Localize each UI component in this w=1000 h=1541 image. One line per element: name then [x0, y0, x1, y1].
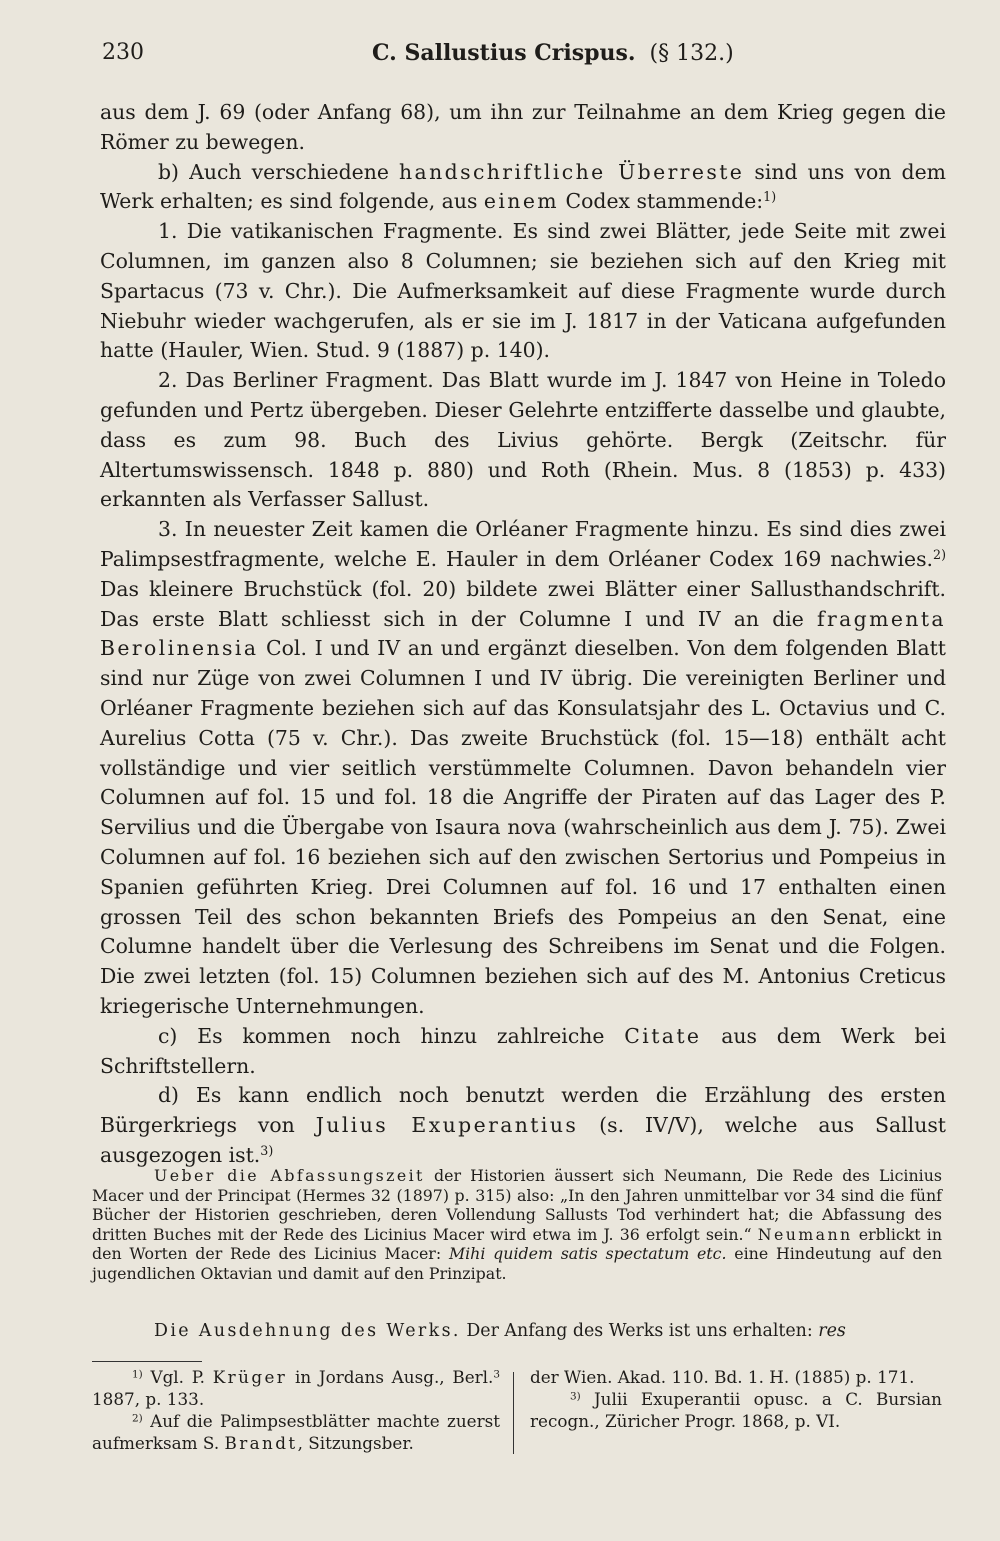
- text-run: Vgl. P.: [142, 1367, 213, 1387]
- note-abfassungszeit: [92, 1166, 942, 1284]
- spaced-term: einem: [483, 189, 560, 214]
- note-ausdehnung: [92, 1320, 942, 1342]
- text-run: Codex stammende:: [559, 189, 764, 214]
- italic-word: res: [818, 1321, 846, 1341]
- footnote-1: [92, 1366, 500, 1410]
- text-run: aus dem Werk bei Schriftstellern.: [100, 1023, 946, 1078]
- running-header: [102, 40, 942, 80]
- footnote-ref: 2): [933, 547, 946, 562]
- footnote-ref: 3): [260, 1142, 274, 1158]
- spaced-term: Krüger: [212, 1367, 288, 1387]
- paragraph-2-berlin: 2. Das Berliner Fragment. Das Blatt wurde im J. 1847 von Heine in Toledo gefunden und Pertz übergeben. Dieser Gelehrte entzifferte dasselbe und glaubte, dass es zum 98. Buch des Livius gehörte. Bergk (Zeitschr. für Altertumswissensch. 1848 p. 880) und Roth (Rhein. Mus. 8 (1853) p. 433) erkannten als Verfasser Sallust.: [100, 368, 946, 512]
- footnote-mark: 1): [132, 1368, 143, 1381]
- footnote-2-continued: der Wien. Akad. 110. Bd. 1. H. (1885) p. 171.: [530, 1367, 915, 1387]
- text-run: Das kleinere Bruchstück (fol. 20) bildete zwei Blätter einer Sallusthandschrift. Das erste Blatt schliesst sich in der Columne I und IV an die: [100, 576, 946, 631]
- text-run: , Sitzungsber.: [297, 1433, 414, 1453]
- text-run: d) Es kann endlich noch benutzt werden die Erzählung des ersten Bürgerkriegs von: [100, 1083, 946, 1138]
- running-title: [372, 40, 734, 66]
- text-run: eine Hindeutung auf den jugendlichen Oktavian und damit auf den Prinzipat.: [92, 1244, 942, 1283]
- footnote-mark: 2): [132, 1412, 143, 1425]
- text-run: 3. In neuester Zeit kamen die Orléaner Fragmente hinzu. Es sind dies zwei Palimpsestfragmente, welche E. Hauler in dem Orléaner Codex 169 nachwies.: [100, 517, 946, 571]
- footnotes-left-column: [92, 1366, 500, 1454]
- small-print-note: [92, 1166, 942, 1284]
- spaced-term: Julius Exuperantius: [315, 1113, 579, 1138]
- main-text: [100, 98, 946, 1171]
- paragraph-c: [100, 1022, 946, 1082]
- text-run: in Jordans Ausg., Berl.: [287, 1367, 494, 1387]
- text-run: sind uns von dem Werk erhalten; es sind folgende, aus: [100, 159, 946, 214]
- footnote-mark: 3): [570, 1390, 581, 1403]
- footnote-rule: [92, 1361, 202, 1362]
- paragraph-intro: aus dem J. 69 (oder Anfang 68), um ihn zur Teilnahme an dem Krieg gegen die Römer zu bewegen.: [100, 100, 946, 154]
- footnote-2: [92, 1410, 500, 1454]
- spaced-term: fragmenta Berolinensia: [100, 606, 946, 661]
- footnotes-right-column: [530, 1366, 942, 1432]
- text-run: Der Anfang des Werks ist uns erhalten:: [460, 1321, 819, 1341]
- text-run: Auf die Palimpsestblätter machte zuerst aufmerksam S.: [92, 1411, 500, 1453]
- paragraph-b: [100, 158, 946, 218]
- text-run: Julii Exuperantii opusc. a C. Bursian recogn., Züricher Progr. 1868, p. VI.: [530, 1389, 942, 1431]
- spaced-term: handschriftliche Überreste: [399, 159, 745, 184]
- text-run: 1887, p. 133.: [92, 1389, 205, 1409]
- spaced-term: Neumann: [757, 1224, 853, 1244]
- section-number: (§ 132.): [649, 41, 734, 66]
- page-number: 230: [102, 40, 144, 65]
- spaced-term: Citate: [624, 1023, 702, 1048]
- spaced-term: Die Ausdehnung des Werks.: [154, 1321, 461, 1341]
- text-run: Col. I und IV an und ergänzt dieselben. Von dem folgenden Blatt sind nur Züge von zwei Columnen I und IV übrig. Die vereinigten Berliner und Orléaner Fragmente beziehen sich auf das Konsulatsjahr des L. Octavius und C. Aurelius Cotta (75 v. Chr.). Das zweite Bruchstück (fol. 15—18) enthält acht vollständige und vier seitlich verstümmelte Columnen. Davon behandeln vier Columnen auf fol. 15 und fol. 18 die Angriffe der Piraten auf das Lager des P. Servilius und die Übergabe von Isaura nova (wahrscheinlich aus dem J. 75). Zwei Columnen auf fol. 16 beziehen sich auf den zwischen Sertorius und Pompeius in Spanien geführten Krieg. Drei Columnen auf fol. 16 und 17 enthalten einen grossen Teil des schon bekannten Briefs des Pompeius an den Senat, eine Columne handelt über die Verlesung des Schreibens im Senat und die Folgen. Die zwei letzten (fol. 15) Columnen beziehen sich auf des M. Antonius Creticus kriegerische Unternehmungen.: [100, 636, 946, 1018]
- spaced-term: Ueber die Abfassungszeit: [154, 1166, 425, 1185]
- paragraph-d: [100, 1081, 946, 1170]
- footnote-3: [530, 1388, 942, 1432]
- paragraph-1-vatican: 1. Die vatikanischen Fragmente. Es sind zwei Blätter, jede Seite mit zwei Columnen, im ganzen also 8 Columnen; sie beziehen sich auf den Krieg mit Spartacus (73 v. Chr.). Die Aufmerksamkeit auf diese Fragmente wurde durch Niebuhr wieder wachgerufen, als er sie im J. 1817 in der Vaticana aufgefunden hatte (Hauler, Wien. Stud. 9 (1887) p. 140).: [100, 219, 946, 363]
- text-run: c) Es kommen noch hinzu zahlreiche: [158, 1023, 625, 1048]
- edition-sup: 3: [493, 1368, 500, 1381]
- column-divider: [513, 1372, 514, 1454]
- spaced-term: Brandt: [224, 1433, 298, 1453]
- paragraph-3-orleans: [100, 515, 946, 1022]
- text-run: der Historien äussert sich Neumann, Die Rede des Licinius Macer und der Principat (Hermes 32 (1897) p. 315) also: „In den Jahren unmittelbar vor 34 sind die fünf Bücher der Historien geschrieben, deren Vollendung Sallusts Tod verhindert hat; die Abfassung des dritten Buches mit der Rede des Licinius Macer wird etwa im J. 36 erfolgt sein.“: [92, 1166, 942, 1244]
- author-title: C. Sallustius Crispus.: [372, 40, 636, 66]
- text-run: erblickt in den Worten der Rede des Licinius Macer:: [92, 1224, 942, 1264]
- italic-quote: Mihi quidem satis spectatum etc.: [448, 1244, 727, 1264]
- text-run: (s. IV/V), welche aus Sallust ausgezogen ist.: [100, 1113, 946, 1167]
- text-run: b) Auch verschiedene: [158, 159, 400, 184]
- footnote-ref: 1): [763, 189, 777, 205]
